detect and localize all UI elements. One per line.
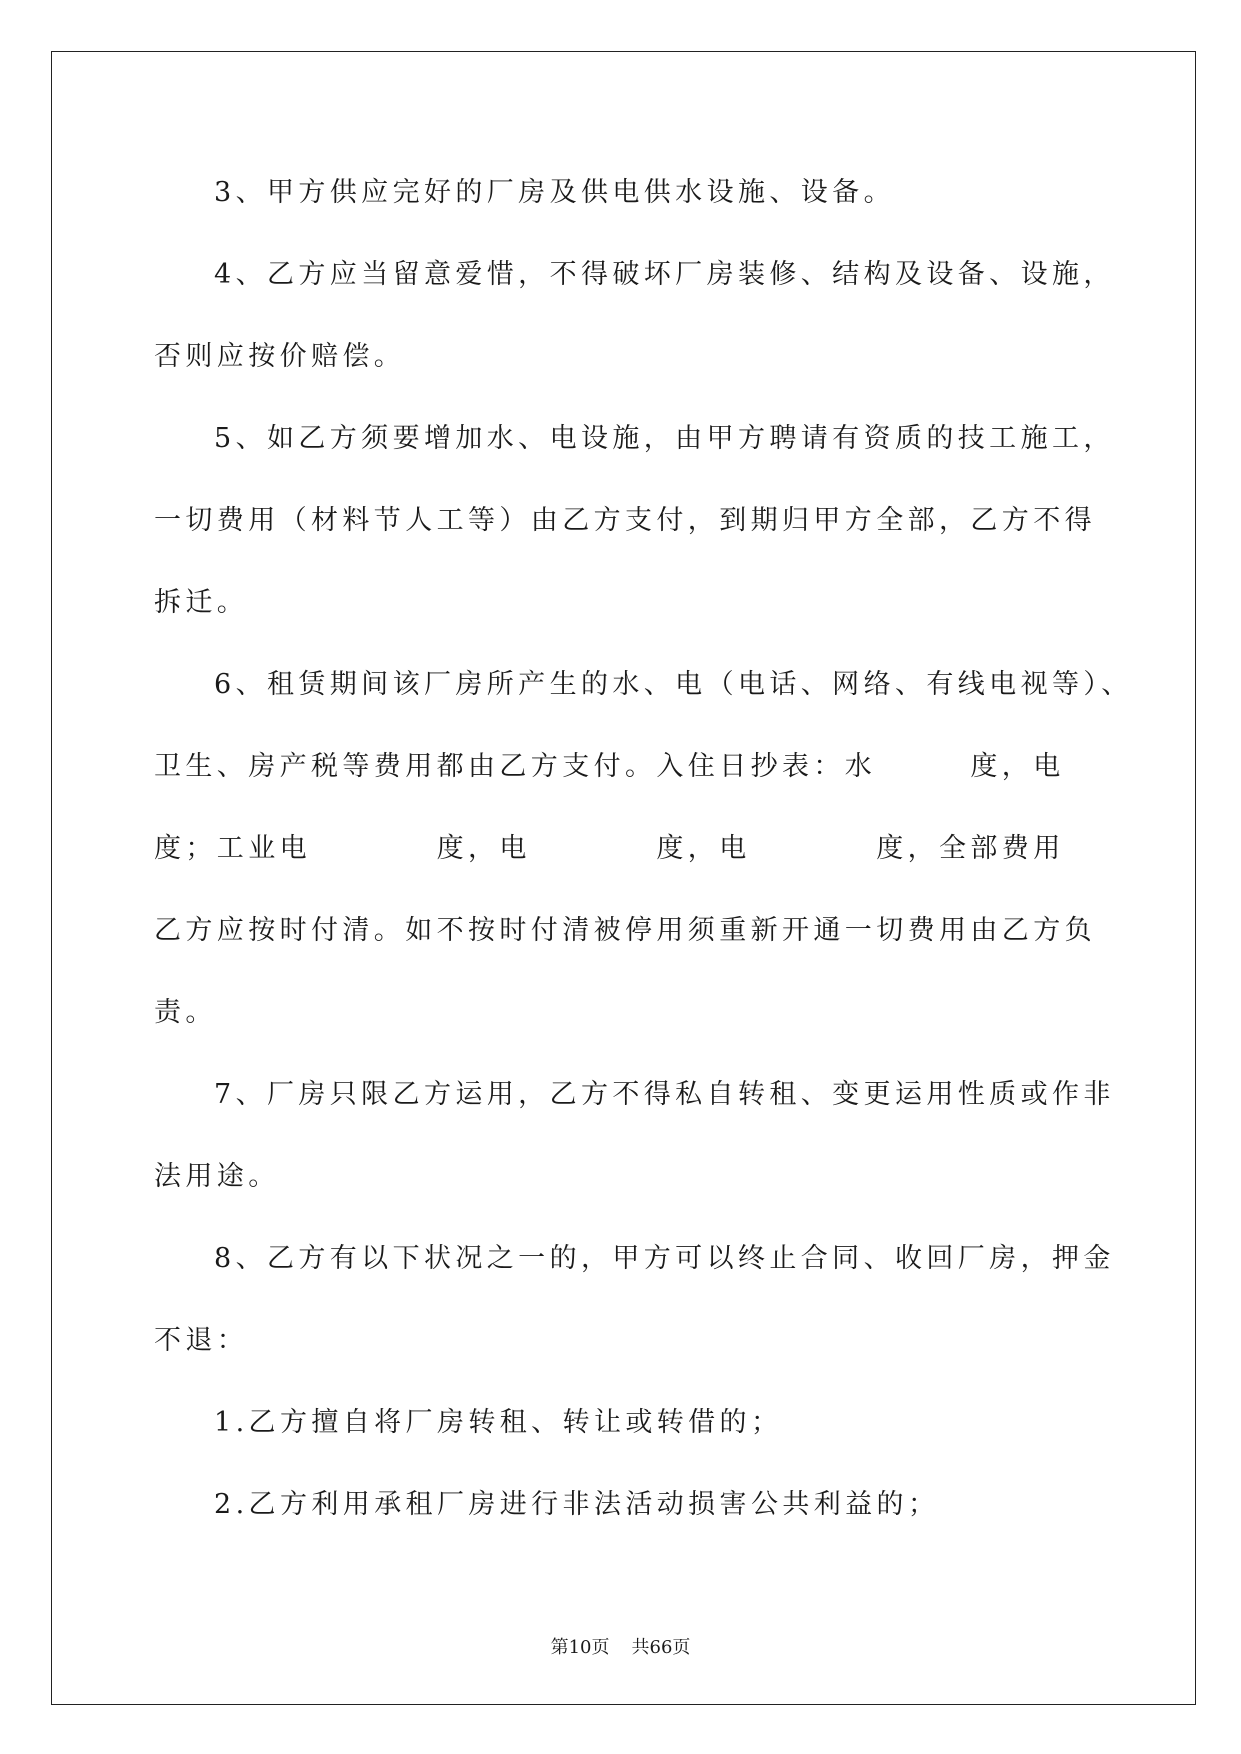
text-line: 7、厂房只限乙方运用，乙方不得私自转租、变更运用性质或作非 — [214, 1079, 1115, 1110]
paragraph — [154, 1054, 1154, 1218]
page-number: 第10页 — [550, 1637, 610, 1658]
text-line: 度；工业电 度，电 度，电 度，全部费用 — [154, 833, 1065, 864]
text-line: 否则应按价赔偿。 — [154, 341, 406, 372]
text-line: 6、租赁期间该厂房所产生的水、电（电话、网络、有线电视等）、 — [214, 669, 1133, 700]
text-line: 卫生、房产税等费用都由乙方支付。入住日抄表：水 度，电 — [154, 751, 1065, 782]
page-footer — [0, 1634, 1241, 1662]
text-line: 法用途。 — [154, 1161, 280, 1192]
text-line: 责。 — [154, 997, 217, 1028]
paragraph — [154, 1218, 1154, 1382]
text-line: 2.乙方利用承租厂房进行非法活动损害公共利益的； — [214, 1489, 940, 1520]
text-line: 不退： — [154, 1325, 249, 1356]
text-line: 一切费用（材料节人工等）由乙方支付，到期归甲方全部，乙方不得 — [154, 505, 1096, 536]
paragraph — [154, 398, 1154, 644]
paragraph — [154, 1464, 1154, 1546]
text-line: 3、甲方供应完好的厂房及供电供水设施、设备。 — [214, 177, 895, 208]
text-line: 拆迁。 — [154, 587, 249, 618]
page-total: 共66页 — [631, 1637, 691, 1658]
text-line: 8、乙方有以下状况之一的，甲方可以终止合同、收回厂房，押金 — [214, 1243, 1115, 1274]
paragraph — [154, 152, 1154, 234]
paragraph — [154, 1382, 1154, 1464]
body-text — [154, 152, 1154, 1546]
text-line: 5、如乙方须要增加水、电设施，由甲方聘请有资质的技工施工， — [214, 423, 1115, 454]
text-line: 1.乙方擅自将厂房转租、转让或转借的； — [214, 1407, 783, 1438]
paragraph — [154, 234, 1154, 398]
text-line: 4、乙方应当留意爱惜，不得破坏厂房装修、结构及设备、设施， — [214, 259, 1115, 290]
paragraph — [154, 644, 1154, 1054]
text-line: 乙方应按时付清。如不按时付清被停用须重新开通一切费用由乙方负 — [154, 915, 1096, 946]
